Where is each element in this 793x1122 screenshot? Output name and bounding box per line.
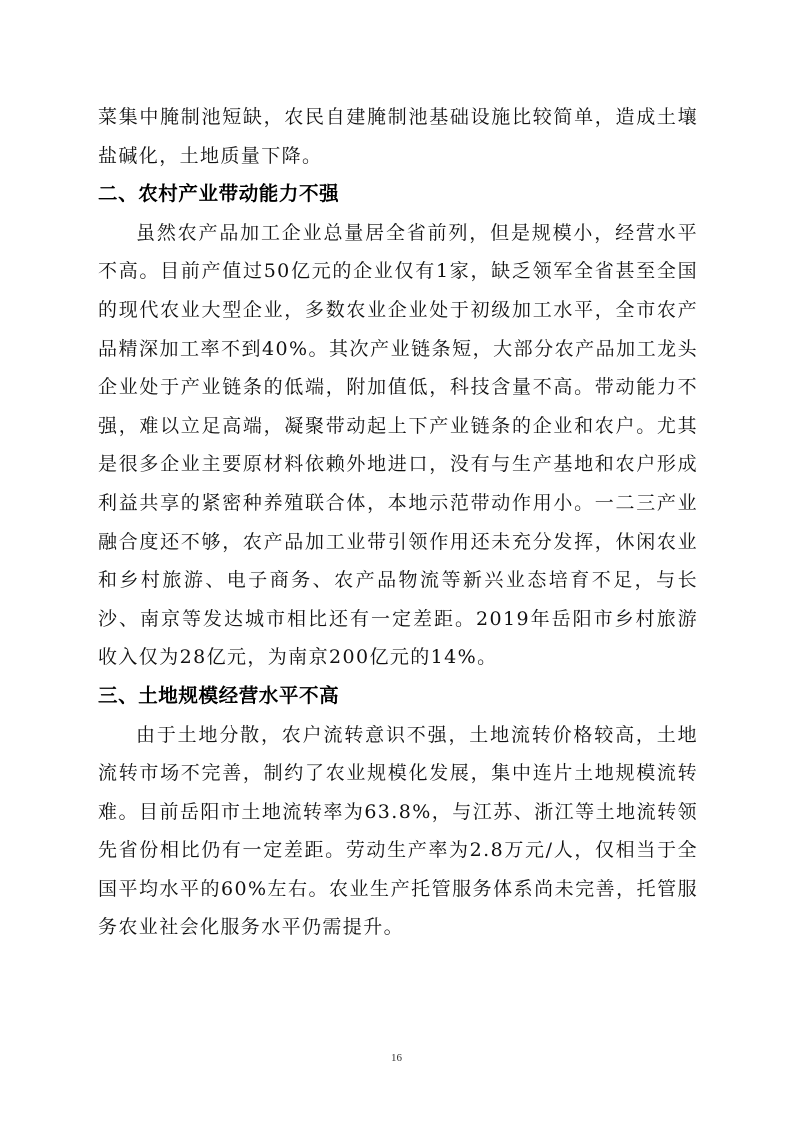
- paragraph-industry: 虽然农产品加工企业总量居全省前列，但是规模小，经营水平不高。目前产值过50亿元的企业仅有1家，缺乏领军全省甚至全国的现代农业大型企业，多数农业企业处于初级加工水平，全市农产品精深加工率不到40%。其次产业链条短，大部分农产品加工龙头企业处于产业链条的低端，附加值低，科技含量不高。带动能力不强，难以立足高端，凝聚带动起上下产业链条的企业和农户。尤其是很多企业主要原材料依赖外地进口，没有与生产基地和农户形成利益共享的紧密种养殖联合体，本地示范带动作用小。一二三产业融合度还不够，农产品加工业带引领作用还未充分发挥，休闲农业和乡村旅游、电子商务、农产品物流等新兴业态培育不足，与长沙、南京等发达城市相比还有一定差距。2019年岳阳市乡村旅游收入仅为28亿元，为南京200亿元的14%。: [98, 221, 698, 669]
- paragraph-land: 由于土地分散，农户流转意识不强，土地流转价格较高，土地流转市场不完善，制约了农业规模化发展，集中连片土地规模流转难。目前岳阳市土地流转率为63.8%，与江苏、浙江等土地流转领先省份相比仍有一定差距。劳动生产率为2.8万元/人，仅相当于全国平均水平的60%左右。农业生产托管服务体系尚未完善，托管服务农业社会化服务水平仍需提升。: [98, 723, 698, 939]
- document-page: [98, 98, 698, 947]
- page-number: 16: [391, 1052, 402, 1064]
- section-heading-3: 三、土地规模经营水平不高: [98, 683, 340, 707]
- paragraph-continuation: 菜集中腌制池短缺，农民自建腌制池基础设施比较简单，造成土壤盐碱化，土地质量下降。: [98, 106, 698, 167]
- section-heading-2: 二、农村产业带动能力不强: [98, 182, 340, 206]
